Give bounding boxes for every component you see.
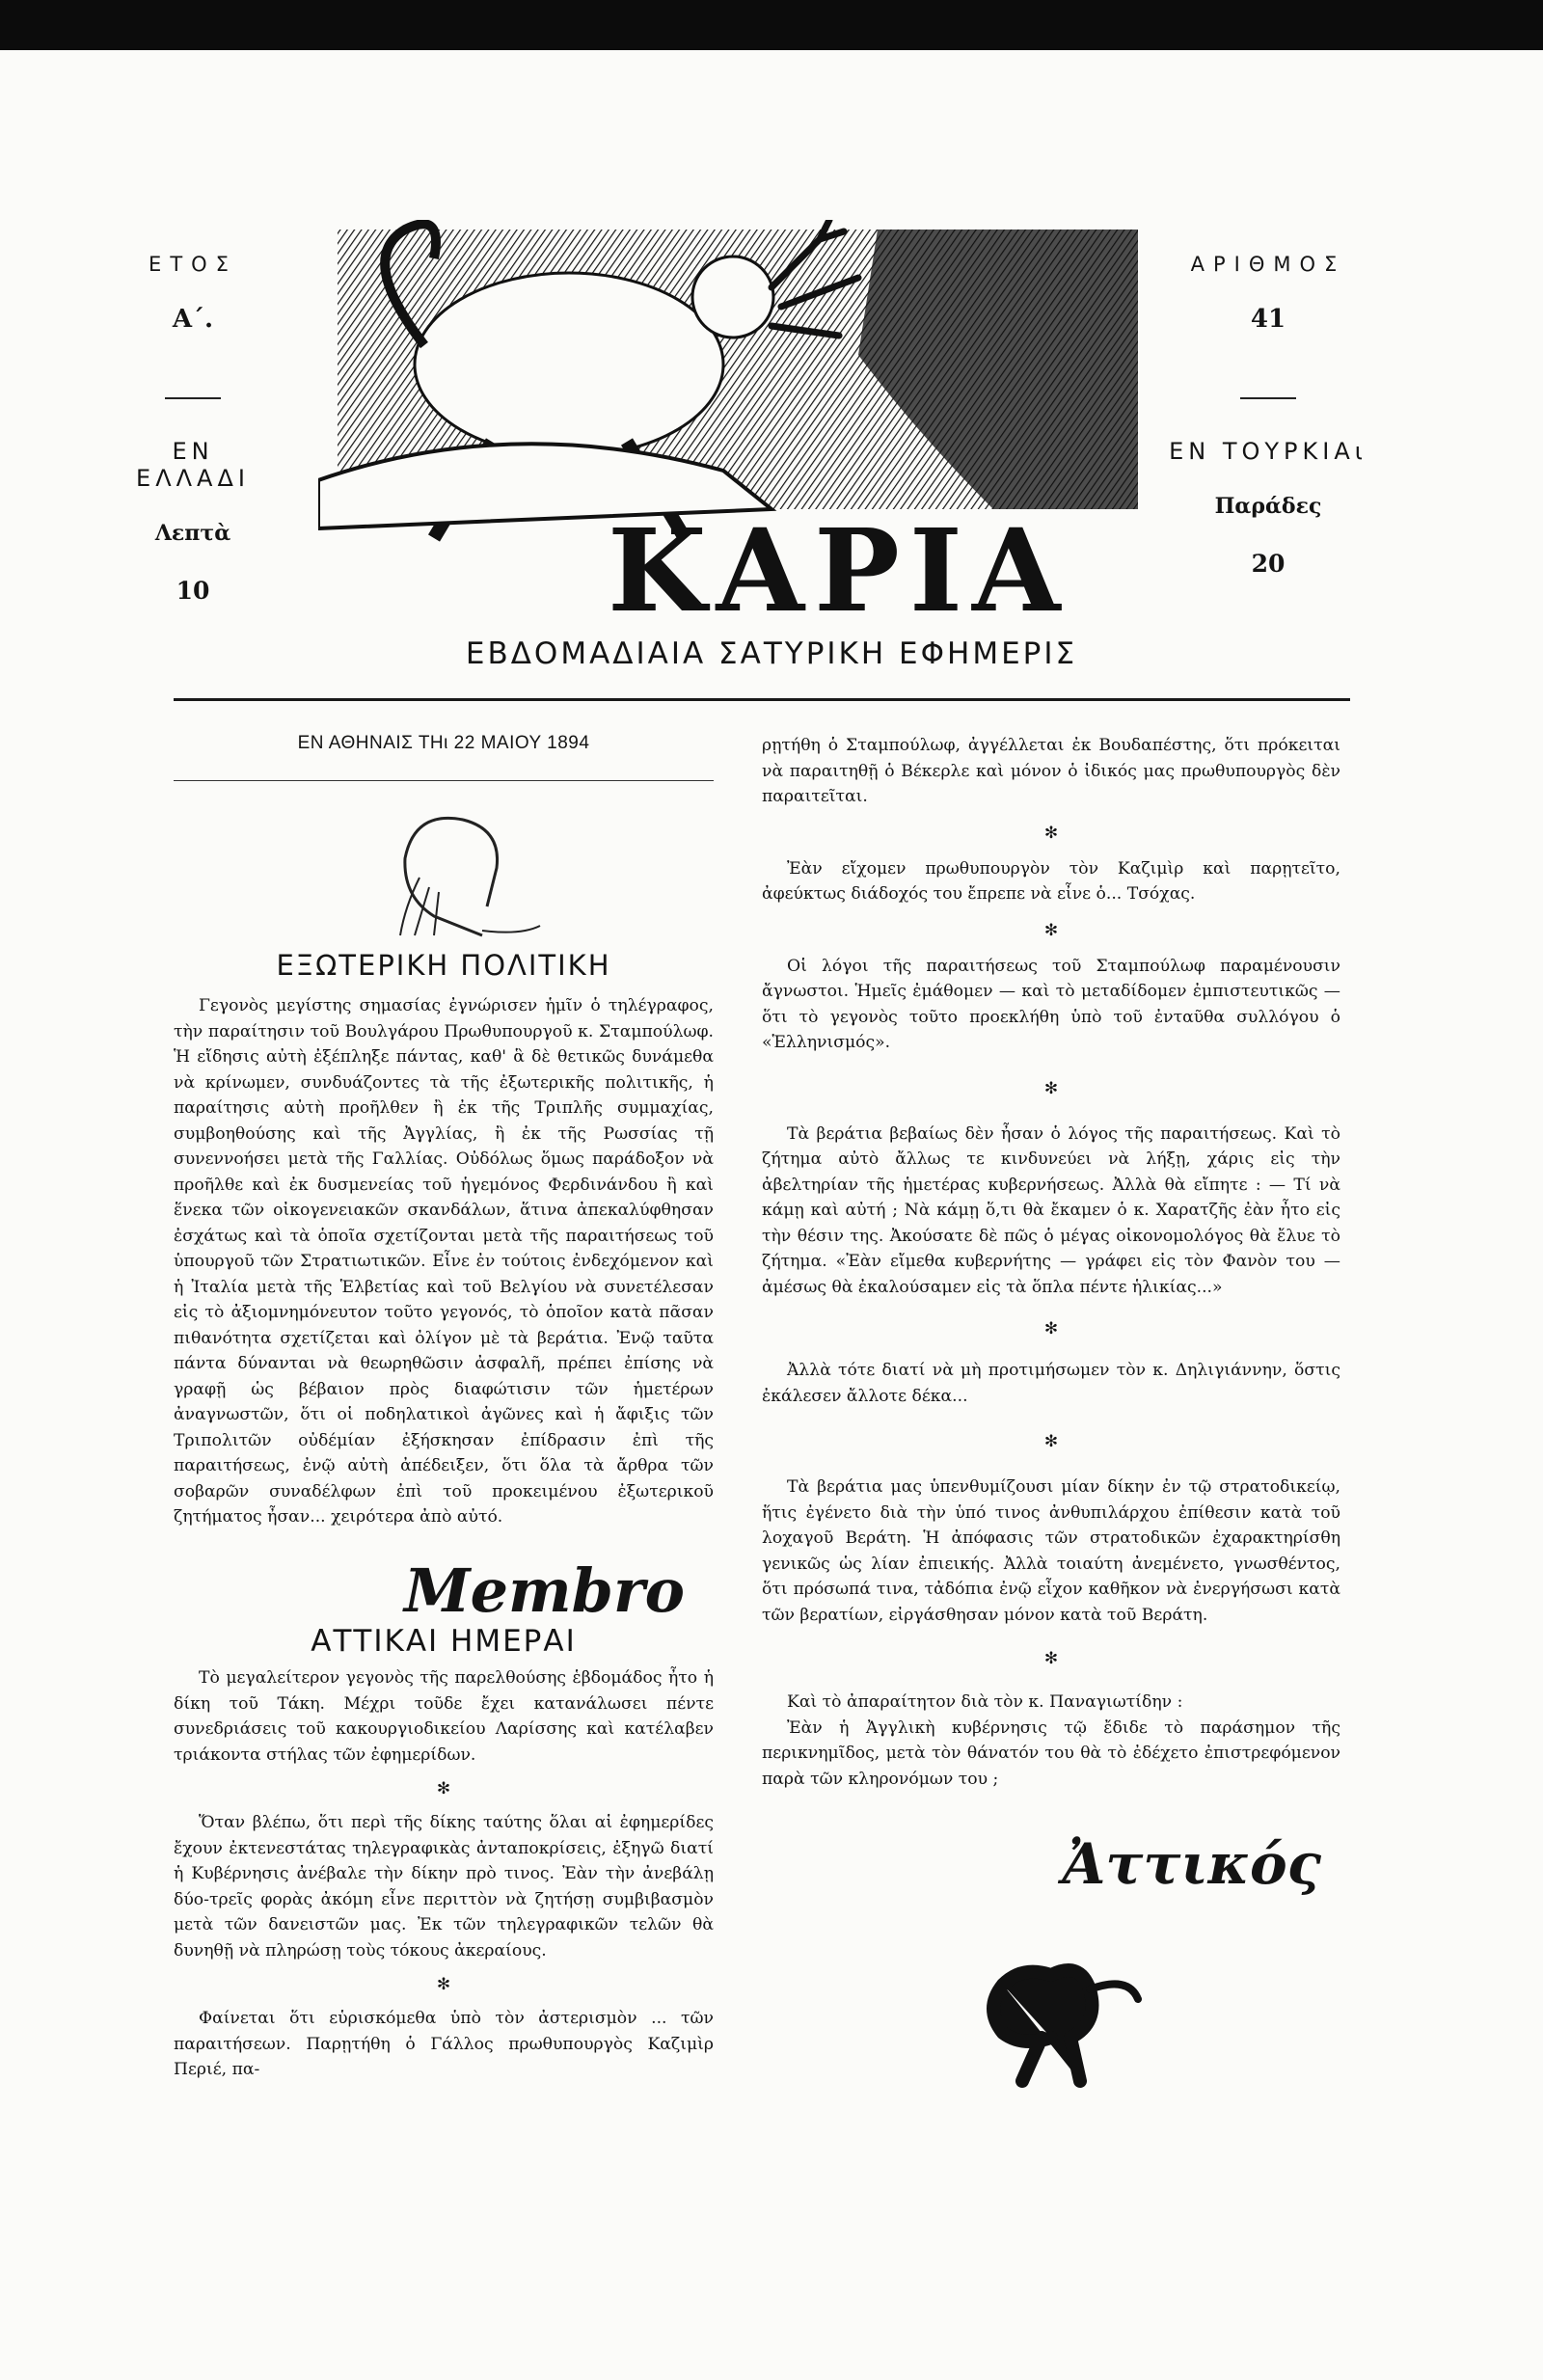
separator-star: ✻ — [1043, 920, 1059, 940]
separator-star: ✻ — [436, 1975, 451, 1994]
section-title-attic-days: ΑΤΤΙΚΑΙ ΗΜΕΡΑΙ — [311, 1623, 577, 1659]
dateline-rule — [174, 780, 714, 781]
separator-star: ✻ — [1043, 1078, 1059, 1098]
issue-value: 41 — [1250, 305, 1286, 334]
separator-star: ✻ — [1043, 1432, 1059, 1451]
dog-illustration — [762, 1956, 1340, 2100]
dateline: ΕΝ ΑΘΗΝΑΙΣ ΤΗι 22 ΜΑΙΟΥ 1894 — [297, 733, 590, 753]
domestic-currency: Λεπτὰ — [154, 521, 231, 546]
right-paragraph-6: Τὰ βεράτια μας ὑπενθυμίζουσι μίαν δίκην ἐν τῷ στρατοδικείῳ, ἥτις ἐγένετο διὰ τὴν ὑπό τινος ἀνθυπιλάρχου ἐπίθεσιν κατὰ τοῦ λοχαγοῦ Βεράτη. Ἡ ἀπόφασις τῶν στρατοδικῶν ἐχαρακτηρίσθη γενικῶς ὡς λίαν ἐπιεικής. Ἀλλὰ τοιαύτη ἀνεμένετο, γνωσθέντος, ὅτι πρόσωπά τινα, τἀδόπια ἐνῷ εἶχον καθῆκον νὰ ἐνεργήσωσι κατὰ τῶν βερατίων, εἰργάσθησαν μόνον κατὰ τοῦ Βεράτη. — [762, 1477, 1340, 1625]
foreign-price: 20 — [1251, 550, 1286, 578]
newspaper-subtitle: ΕΒΔΟΜΑΔΙΑΙΑ ΣΑΤΥΡΙΚΗ ΕΦΗΜΕΡΙΣ — [465, 636, 1078, 671]
devil-body — [415, 273, 723, 456]
domestic-location: ΕΝ ΕΛΛΑΔΙ — [136, 438, 250, 492]
header-rule — [174, 698, 1350, 701]
separator-star: ✻ — [1043, 1319, 1059, 1339]
separator-star: ✻ — [436, 1779, 451, 1799]
section-title-foreign-policy: ΕΞΩΤΕΡΙΚΗ ΠΟΛΙΤΙΚΗ — [276, 948, 611, 982]
signature-attikos: Ἀττικός — [1062, 1831, 1321, 1897]
year-value: Α΄. — [172, 305, 214, 334]
right-paragraph-5: Ἀλλὰ τότε διατί νὰ μὴ προτιμήσωμεν τὸν κ. Δηλιγιάννην, ὅστις ἐκάλεσεν ἄλλοτε δέκα... — [762, 1361, 1340, 1406]
separator-star: ✻ — [1043, 823, 1059, 843]
right-paragraph-2: Ἐὰν εἴχομεν πρωθυπουργὸν τὸν Καζιμὶρ καὶ παρῃτεῖτο, ἀφεύκτως διάδοχός του ἔπρεπε νὰ εἶνε ὁ... Τσόχας. — [762, 858, 1340, 904]
right-paragraph-1: ρῃτήθη ὁ Σταμπούλωφ, ἀγγέλλεται ἐκ Βουδαπέστης, ὅτι πρόκειται νὰ παραιτηθῇ ὁ Βέκερλε καὶ μόνον ὁ ἰδικός μας πρωθυπουργὸς δὲν παραιτεῖται. — [762, 736, 1340, 806]
domestic-price: 10 — [176, 577, 210, 605]
attic-days-paragraph-1: Τὸ μεγαλείτερον γεγονὸς τῆς παρελθούσης ἑβδομάδος ἦτο ἡ δίκη τοῦ Τάκη. Μέχρι τοῦδε ἔχει κατανάλωσει πέντε συνεδριάσεις τοῦ κακουργιοδικείου Λαρίσσης καὶ κατέλαβεν τριάκοντα στήλας τῶν ἐφημερίδων. — [174, 1668, 714, 1765]
devil-head — [692, 257, 773, 338]
right-paragraph-8: Ἐὰν ἡ Ἀγγλικὴ κυβέρνησις τῷ ἔδιδε τὸ παράσημον τῆς περικνημῖδος, μετὰ τὸν θάνατόν του θὰ τὸ ἐδέχετο ἐπιστρεφόμενον παρὰ τῶν κληρονόμων του ; — [762, 1717, 1340, 1789]
signature-membro: Membro — [403, 1555, 685, 1626]
foreign-policy-article: Γεγονὸς μεγίστης σημασίας ἐγνώρισεν ἡμῖν ὁ τηλέγραφος, τὴν παραίτησιν τοῦ Βουλγάρου Πρωθυπουργοῦ κ. Σταμπούλωφ. Ἡ εἴδησις αὐτὴ ἐξέπληξε πάντας, καθ' ἃ δὲ θετικῶς δυνάμεθα νὰ κρίνωμεν, συνδυάζοντες τὰ τῆς ἐξωτερικῆς πολιτικῆς, ἡ παραίτησις αὐτὴ προῆλθεν ἢ ἐκ τῆς Τριπλῆς συμμαχίας, συμβοηθούσης καὶ τῆς Ἀγγλίας, ἢ ἐκ τῆς Ρωσσίας τῇ συνεννοήσει μετὰ τῆς Γαλλίας. Οὐδόλως ὅμως παράδοξον νὰ προῆλθε καὶ ἐκ δυσμενείας τοῦ ἡγεμόνος Φερδινάνδου ἢ καὶ ἕνεκα τῶν οἰκογενειακῶν σκανδάλων, ἅτινα ἀπεκαλύφθησαν ἐσχάτως καὶ τὰ ὁποῖα σχετίζονται μετὰ τῆς παραιτήσεως τοῦ ὑπουργοῦ τῶν Στρατιωτικῶν. Εἶνε ἐν τούτοις ἐνδεχόμενον καὶ ἡ Ἰταλία μετὰ τῆς Ἑλβετίας καὶ τοῦ Βελγίου νὰ συνετέλεσαν εἰς τὸ ἀξιομνημόνευτον τοῦτο γεγονός, τὸ ὁποῖον κατὰ πᾶσαν πιθανότητα σχετίζεται καὶ ὀλίγον μὲ τὰ βεράτια. Ἐνῷ ταῦτα πάντα δύνανται νὰ θεωρηθῶσιν ἀσφαλῆ, πρέπει ἐπίσης νὰ γραφῇ ὡς βέβαιον πρὸς διαφώτισιν τῶν ἡμετέρων ἀναγνωστῶν, ὅτι οἱ ποδηλατικοὶ ἀγῶνες καὶ ἡ ἄφιξις τῶν Τριπολιτῶν οὐδέμίαν ἐξήσκησαν ἐπίδρασιν ἐπὶ τῆς παραιτήσεως, ἐνῷ αὐτὴ ἀπέδειξεν, ὅτι ὅλα τὰ ἄρθρα τῶν σοβαρῶν συναδέλφων ἐπὶ τοῦ προκειμένου ἐξωτερικοῦ ζητήματος ἦσαν... χειρότερα ἀπὸ αὐτό. — [174, 996, 714, 1527]
header-left-box — [116, 253, 270, 605]
masthead-illustration — [318, 220, 1234, 625]
year-label: ΕΤΟΣ — [149, 253, 237, 276]
separator-star: ✻ — [1043, 1649, 1059, 1668]
foreign-currency: Παράδες — [1214, 494, 1322, 519]
right-paragraph-4: Τὰ βεράτια βεβαίως δὲν ἦσαν ὁ λόγος τῆς παραιτήσεως. Καὶ τὸ ζήτημα αὐτὸ ἄλλως τε κινδυνεύει νὰ λήξῃ, χάρις εἰς τὴν ἀβελτηρίαν τῆς ἡμετέρας κυβερνήσεως. Ἀλλὰ θὰ εἴπητε : — Τί νὰ κάμῃ καὶ αὐτή ; Νὰ κάμῃ ὅ,τι θὰ ἔκαμεν ὁ κ. Χαρατζῆς ἐὰν ἦτο εἰς τὴν θέσιν της. Ἀκούσατε δὲ πῶς ὁ μέγας οἰκονομολόγος θὰ ἔλυε τὸ ζήτημα. «Ἐὰν εἴμεθα κυβερνήτης — γράφει εἰς τὸν Φανὸν του — ἀμέσως θὰ ἐκαλούσαμεν εἰς τὰ ὅπλα πέντε ἡλικίας...» — [762, 1123, 1340, 1297]
divider — [165, 397, 221, 399]
attic-days-paragraph-3: Φαίνεται ὅτι εὑρισκόμεθα ὑπὸ τὸν ἀστερισμὸν ... τῶν παραιτήσεων. Παρῃτήθη ὁ Γάλλος πρωθυπουργὸς Καζιμὶρ Περιέ, πα- — [174, 2009, 714, 2079]
issue-label: ΑΡΙΘΜΟΣ — [1190, 253, 1346, 276]
right-paragraph-7: Καὶ τὸ ἀπαραίτητον διὰ τὸν κ. Παναγιωτίδην : — [787, 1692, 1183, 1712]
top-black-band — [0, 0, 1543, 50]
right-paragraph-3: Οἱ λόγοι τῆς παραιτήσεως τοῦ Σταμπούλωφ παραμένουσιν ἄγνωστοι. Ἡμεῖς ἐμάθομεν — καὶ τὸ μεταδίδομεν ἐμπιστευτικῶς — ὅτι τὸ γεγονὸς τοῦτο προεκλήθη ὑπὸ τοῦ ἐνταῦθα συλλόγου ὁ «Ἑλληνισμός». — [762, 956, 1340, 1052]
foreign-location: ΕΝ ΤΟΥΡΚΙΑι — [1169, 438, 1367, 465]
portrait-sketch — [174, 791, 714, 945]
divider — [1240, 397, 1296, 399]
attic-days-paragraph-2: Ὅταν βλέπω, ὅτι περὶ τῆς δίκης ταύτης ὅλαι αἱ ἐφημερίδες ἔχουν ἐκτενεστάτας τηλεγραφικὰς ἀνταποκρίσεις, ἐξηγῶ διατί ἡ Κυβέρνησις ἀνέβαλε τὴν δίκην πρὸ τινος. Ἐὰν τὴν ἀνεβάλῃ δύο-τρεῖς φορὰς ἀκόμη εἶνε περιττὸν νὰ ζητήσῃ συμβιβασμὸν μετὰ τῶν δανειστῶν μας. Ἐκ τῶν τηλεγραφικῶν τελῶν θὰ δυνηθῇ νὰ πληρώσῃ τοὺς τόκους ἀκεραίους. — [174, 1813, 714, 1961]
masthead-title: ΚΑΡΙΑ — [608, 503, 1070, 625]
left-column — [174, 731, 714, 2083]
right-column — [762, 733, 1340, 2100]
